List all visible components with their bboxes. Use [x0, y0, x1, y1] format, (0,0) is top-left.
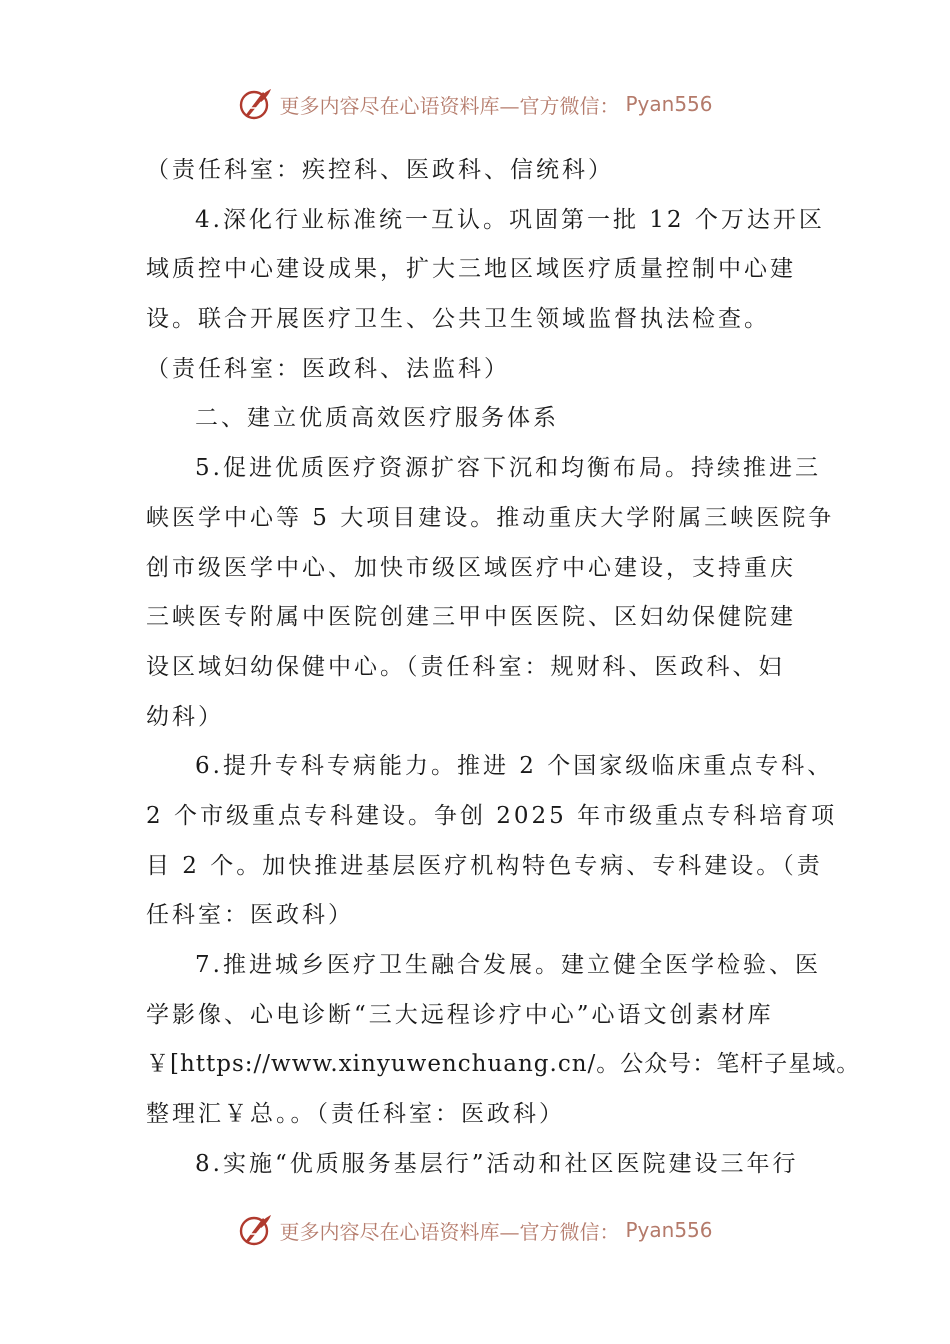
- watermark-text: 更多内容尽在心语资料库—官方微信：: [279, 1219, 620, 1244]
- section-heading: 二、建立优质高效医疗服务体系: [195, 405, 559, 432]
- paragraph-item-4: 4.深化行业标准统一互认。巩固第一批 12 个万达开区: [195, 206, 825, 233]
- quill-logo-icon: [237, 86, 273, 122]
- header-watermark: [0, 84, 950, 124]
- text-line: 域质控中心建设成果，扩大三地区域医疗质量控制中心建: [146, 256, 796, 283]
- watermark-text: 更多内容尽在心语资料库—官方微信：: [279, 93, 620, 118]
- text-line-url: ￥[https://www.xinyuwenchuang.cn/。公众号：笔杆子星域。: [146, 1051, 861, 1078]
- document-body: [146, 146, 861, 1189]
- text-line: 学影像、心电诊断“三大远程诊疗中心”心语文创素材库: [146, 1001, 774, 1028]
- text-line: 2 个市级重点专科建设。争创 2025 年市级重点专科培育项: [146, 802, 838, 829]
- watermark-wechat-id: Pyan556: [625, 92, 713, 116]
- paragraph-item-7: 7.推进城乡医疗卫生融合发展。建立健全医学检验、医: [195, 952, 821, 978]
- text-line: 幼科）: [146, 703, 224, 730]
- watermark-wechat-id: Pyan556: [625, 1218, 713, 1242]
- paragraph-item-8: 8.实施“优质服务基层行”活动和社区医院建设三年行: [195, 1150, 799, 1177]
- text-line: （责任科室：疾控科、医政科、信统科）: [146, 157, 614, 183]
- text-line: 目 2 个。加快推进基层医疗机构特色专病、专科建设。（责: [146, 852, 823, 879]
- footer-watermark: [0, 1210, 950, 1250]
- text-line: 任科室：医政科）: [146, 902, 354, 929]
- text-line: 设区域妇幼保健中心。（责任科室：规财科、医政科、妇: [146, 653, 785, 680]
- text-line: 三峡医专附属中医院创建三甲中医医院、区妇幼保健院建: [146, 604, 796, 631]
- text-line: （责任科室：医政科、法监科）: [146, 355, 510, 382]
- paragraph-item-6: 6.提升专科专病能力。推进 2 个国家级临床重点专科、: [195, 753, 834, 780]
- text-line: 创市级医学中心、加快市级区域医疗中心建设，支持重庆: [146, 554, 796, 581]
- text-line: 设。联合开展医疗卫生、公共卫生领域监督执法检查。: [146, 306, 770, 333]
- text-line: 整理汇￥总。。（责任科室：医政科）: [146, 1101, 565, 1128]
- paragraph-item-5: 5.促进优质医疗资源扩容下沉和均衡布局。持续推进三: [195, 455, 821, 482]
- text-line: 峡医学中心等 5 大项目建设。推动重庆大学附属三峡医院争: [146, 504, 835, 531]
- quill-logo-icon: [237, 1212, 273, 1248]
